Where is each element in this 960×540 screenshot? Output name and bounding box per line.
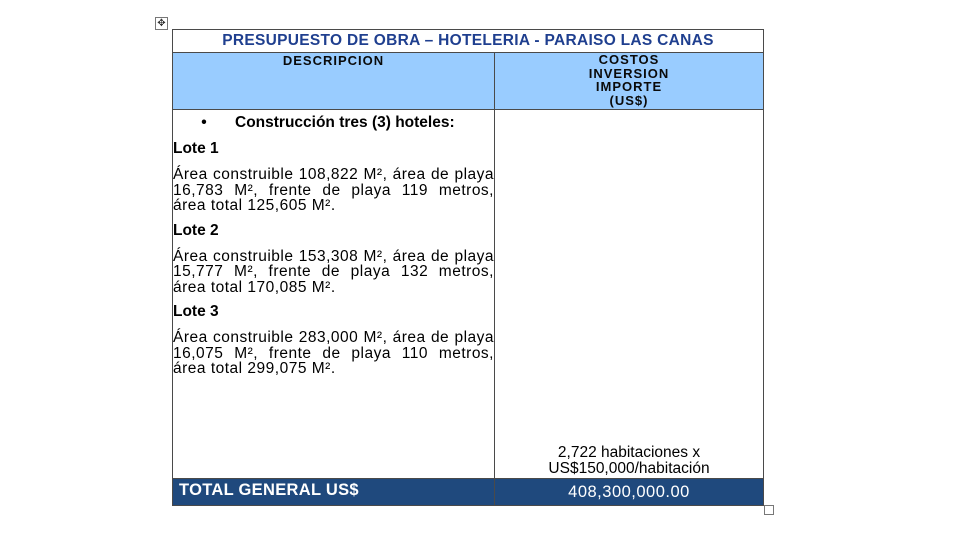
description-cell xyxy=(173,110,495,479)
table-title: PRESUPUESTO DE OBRA – HOTELERIA - PARAISO LAS CANAS xyxy=(173,30,764,53)
header-costs-line: COSTOS xyxy=(598,52,660,67)
bullet-icon: • xyxy=(201,114,207,131)
header-costs-line: INVERSION xyxy=(588,65,670,81)
body-row xyxy=(173,110,764,479)
lote-description: Área construible 283,000 M², área de playa 16,075 M², frente de playa 110 metros, área total 299,075 M². xyxy=(173,329,494,377)
table-move-icon[interactable]: ✥ xyxy=(155,17,168,30)
cost-note-line: 2,722 habitaciones x xyxy=(557,444,701,461)
header-row xyxy=(173,53,764,110)
cost-cell xyxy=(495,110,764,479)
total-value: 408,300,000.00 xyxy=(495,479,764,506)
bullet-text: Construcción tres (3) hoteles: xyxy=(235,114,455,131)
total-row xyxy=(173,479,764,506)
lote-title: Lote 2 xyxy=(173,221,219,239)
budget-table xyxy=(172,29,764,506)
title-row xyxy=(173,30,764,53)
header-costs-line: (US$) xyxy=(609,92,649,108)
total-label: TOTAL GENERAL US$ xyxy=(173,479,495,506)
table-resize-icon[interactable] xyxy=(764,505,774,515)
header-costs-line: IMPORTE xyxy=(595,79,663,94)
bullet-item xyxy=(173,114,494,132)
cost-note-line: US$150,000/habitación xyxy=(548,460,710,477)
lote-title: Lote 3 xyxy=(173,303,219,320)
lote-description: Área construible 153,308 M², área de playa 15,777 M², frente de playa 132 metros, área total 170,085 M². xyxy=(173,247,494,296)
lote-description: Área construible 108,822 M², área de playa 16,783 M², frente de playa 119 metros, área total 125,605 M². xyxy=(173,166,494,214)
header-description: DESCRIPCION xyxy=(173,53,495,110)
lote-title: Lote 1 xyxy=(173,140,219,157)
header-costs xyxy=(495,53,764,110)
